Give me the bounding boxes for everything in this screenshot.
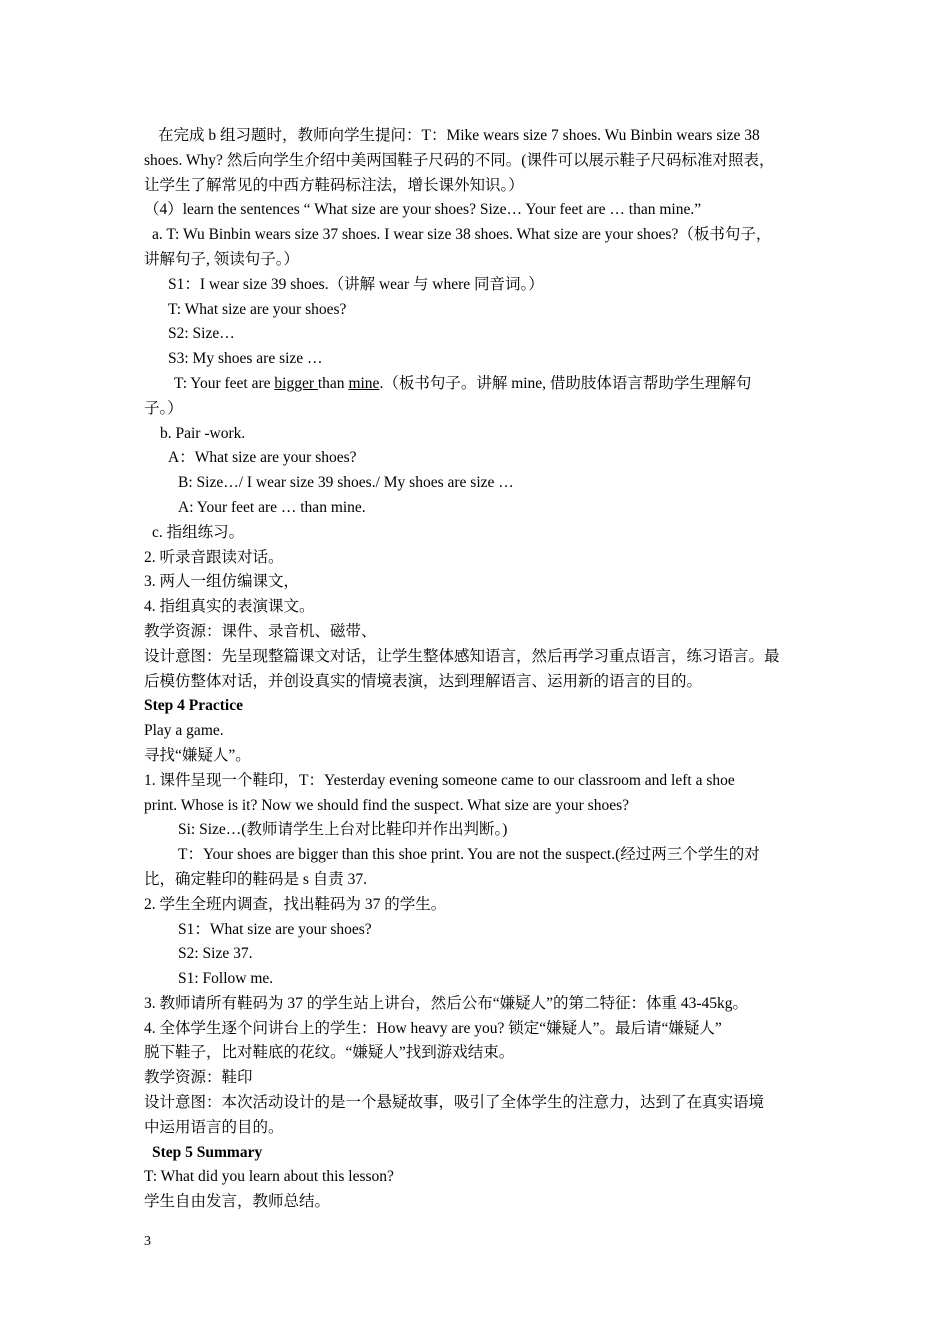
paragraph-line: 设计意图：先呈现整篇课文对话，让学生整体感知语言，然后再学习重点语言，练习语言。最 (144, 647, 780, 665)
paragraph-line: 1. 课件呈现一个鞋印，T：Yesterday evening someone came to our classroom and left a shoe (144, 771, 735, 789)
paragraph-line: a. T: Wu Binbin wears size 37 shoes. I wear size 38 shoes. What size are your shoes?（板书句子， (152, 226, 772, 244)
paragraph-line: print. Whose is it? Now we should find the suspect. What size are your shoes? (144, 796, 629, 814)
dialogue-line: S1：I wear size 39 shoes.（讲解 wear 与 where 同音词。） (168, 275, 544, 293)
dialogue-line: T：Your shoes are bigger than this shoe print. You are not the suspect.(经过两三个学生的对 (178, 846, 760, 864)
page-number: 3 (144, 1234, 151, 1249)
paragraph-line: T: What did you learn about this lesson? (144, 1168, 394, 1186)
paragraph-line: 3. 教师请所有鞋码为 37 的学生站上讲台，然后公布“嫌疑人”的第二特征：体重 43-45kg。 (144, 994, 749, 1012)
paragraph-line: （4）learn the sentences “ What size are your shoes? Size… Your feet are … than mine.” (144, 201, 702, 219)
paragraph-line: 比，确定鞋印的鞋码是 s 自责 37. (144, 870, 368, 888)
dialogue-line: S1: Follow me. (178, 970, 274, 988)
dialogue-line: S1：What size are your shoes? (178, 920, 372, 938)
paragraph-line: 3. 两人一组仿编课文， (144, 573, 300, 591)
paragraph-line: 子。） (144, 399, 183, 417)
dialogue-line: B: Size…/ I wear size 39 shoes./ My shoes are size … (178, 474, 514, 492)
paragraph-line: b. Pair -work. (160, 424, 246, 442)
dialogue-line: Si: Size…(教师请学生上台对比鞋印并作出判断。) (178, 821, 508, 839)
paragraph-line: 学生自由发言，教师总结。 (144, 1193, 331, 1211)
underlined-word-mine: mine (348, 374, 380, 392)
paragraph-line: 寻找“嫌疑人”。 (144, 746, 251, 764)
document-body (144, 124, 820, 1215)
paragraph-line: 设计意图：本次活动设计的是一个悬疑故事，吸引了全体学生的注意力，达到了在真实语境 (144, 1094, 765, 1112)
paragraph-line: 脱下鞋子，比对鞋底的花纹。“嫌疑人”找到游戏结束。 (144, 1044, 515, 1062)
section-heading: Step 5 Summary (152, 1143, 263, 1161)
paragraph-line: 后模仿整体对话，并创设真实的情境表演，达到理解语言、运用新的语言的目的。 (144, 672, 703, 690)
paragraph-line: 2. 学生全班内调查，找出鞋码为 37 的学生。 (144, 895, 447, 913)
dialogue-line: S2: Size… (168, 325, 235, 343)
dialogue-line: S2: Size 37. (178, 945, 253, 963)
paragraph-line: 4. 全体学生逐个问讲台上的学生：How heavy are you? 锁定“嫌疑人”。最后请“嫌疑人” (144, 1019, 722, 1037)
section-heading: Step 4 Practice (144, 697, 243, 715)
paragraph-line: 2. 听录音跟读对话。 (144, 548, 284, 566)
paragraph-line: 教学资源：课件、录音机、磁带、 (144, 622, 377, 640)
paragraph-line: Play a game. (144, 722, 224, 740)
paragraph-line: 讲解句子, 领读句子。） (144, 250, 300, 268)
paragraph-line: c. 指组练习。 (152, 523, 245, 541)
paragraph-line: 让学生了解常见的中西方鞋码标注法，增长课外知识。） (144, 176, 524, 194)
dialogue-line: A：What size are your shoes? (168, 449, 357, 467)
paragraph-line: 中运用语言的目的。 (144, 1118, 284, 1136)
paragraph-line: 教学资源：鞋印 (144, 1069, 253, 1087)
underlined-word-bigger: bigger (274, 374, 318, 392)
dialogue-line: A: Your feet are … than mine. (178, 498, 366, 516)
dialogue-line: S3: My shoes are size … (168, 350, 323, 368)
dialogue-line: T: What size are your shoes? (168, 300, 347, 318)
paragraph-line: shoes. Why? 然后向学生介绍中美两国鞋子尺码的不同。(课件可以展示鞋子尺码标准对照表， (144, 151, 775, 169)
dialogue-line-underlined: T: Your feet are bigger than mine.（板书句子。讲解 mine, 借助肢体语言帮助学生理解句 (174, 374, 752, 392)
paragraph-line: 4. 指组真实的表演课文。 (144, 598, 315, 616)
paragraph-line: 在完成 b 组习题时，教师向学生提问：T：Mike wears size 7 shoes. Wu Binbin wears size 38 (158, 127, 760, 144)
